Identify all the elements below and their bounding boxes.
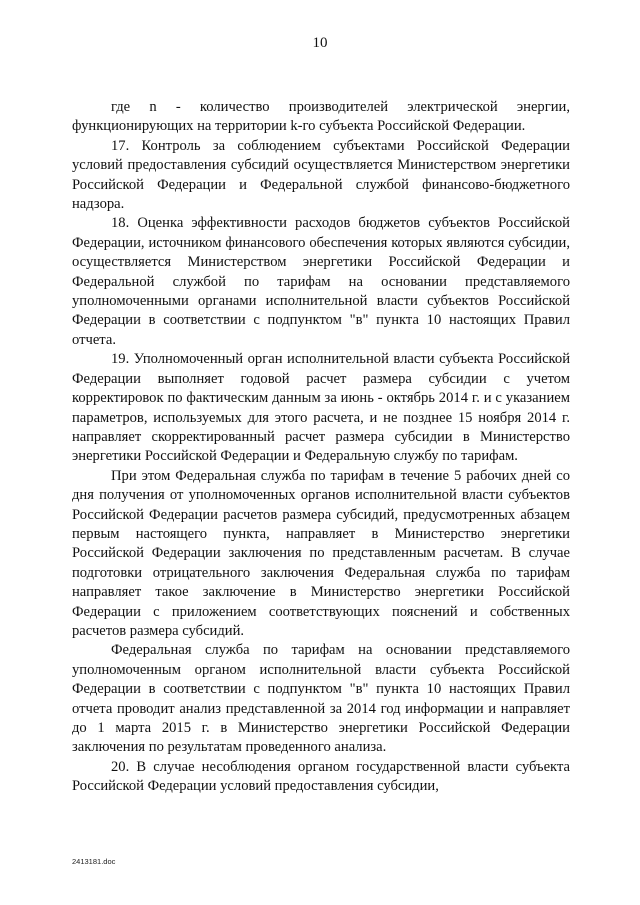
paragraph-formula-note: где n - количество производителей электрической энергии, функционирующих на территории k-го субъекта Российской Федерации. [72, 99, 570, 135]
paragraph-item-19: 19. Уполномоченный орган исполнительной власти субъекта Российской Федерации выполняет годовой расчет размера субсидии с учетом корректировок по фактическим данным за июнь - октябрь 2014 г. и с указанием параметров, используемых для этого расчета, и не позднее 15 ноября 2014 г. направляет скорректированный расчет размера субсидии в Министерство энергетики Российской Федерации и Федеральную службу по тарифам. [72, 351, 570, 465]
paragraph-item-19-tariff-service: При этом Федеральная служба по тарифам в течение 5 рабочих дней со дня получения от уполномоченных органов исполнительной власти субъектов Российской Федерации расчетов размера субсидий, предусмотренных абзацем первым настоящего пункта, направляет в Министерство энергетики Российской Федерации заключения по представленным расчетам. В случае подготовки отрицательного заключения Федеральная служба по тарифам направляет такое заключение в Министерство энергетики Российской Федерации с приложением соответствующих пояснений и собственных расчетов размера субсидий. [72, 467, 570, 639]
paragraph-item-20: 20. В случае несоблюдения органом государственной власти субъекта Российской Федерации условий предоставления субсидии, [72, 758, 570, 795]
document-file-code: 2413181.doc [72, 857, 116, 866]
paragraph-item-19-analysis: Федеральная служба по тарифам на основании представляемого уполномоченным органом исполнительной власти субъекта Российской Федерации в соответствии с подпунктом "в" пункта 10 настоящих Правил отчета проводит анализ представленной за 2014 год информации и направляет до 1 марта 2015 г. в Министерство энергетики Российской Федерации заключения по результатам проведенного анализа. [72, 642, 570, 756]
paragraph-item-17: 17. Контроль за соблюдением субъектами Российской Федерации условий предоставления субсидий осуществляется Министерством энергетики Российской Федерации и Федеральной службой финансово-бюджетного надзора. [72, 137, 570, 213]
page-number: 10 [312, 35, 328, 51]
document-body [72, 98, 570, 797]
paragraph-item-18: 18. Оценка эффективности расходов бюджетов субъектов Российской Федерации, источником финансового обеспечения которых являются субсидии, осуществляется Министерством энергетики Российской Федерации и Федеральной службой по тарифам на основании представляемого уполномоченными органами исполнительной власти субъектов Российской Федерации в соответствии с подпунктом "в" пункта 10 настоящих Правил отчета. [72, 215, 570, 348]
